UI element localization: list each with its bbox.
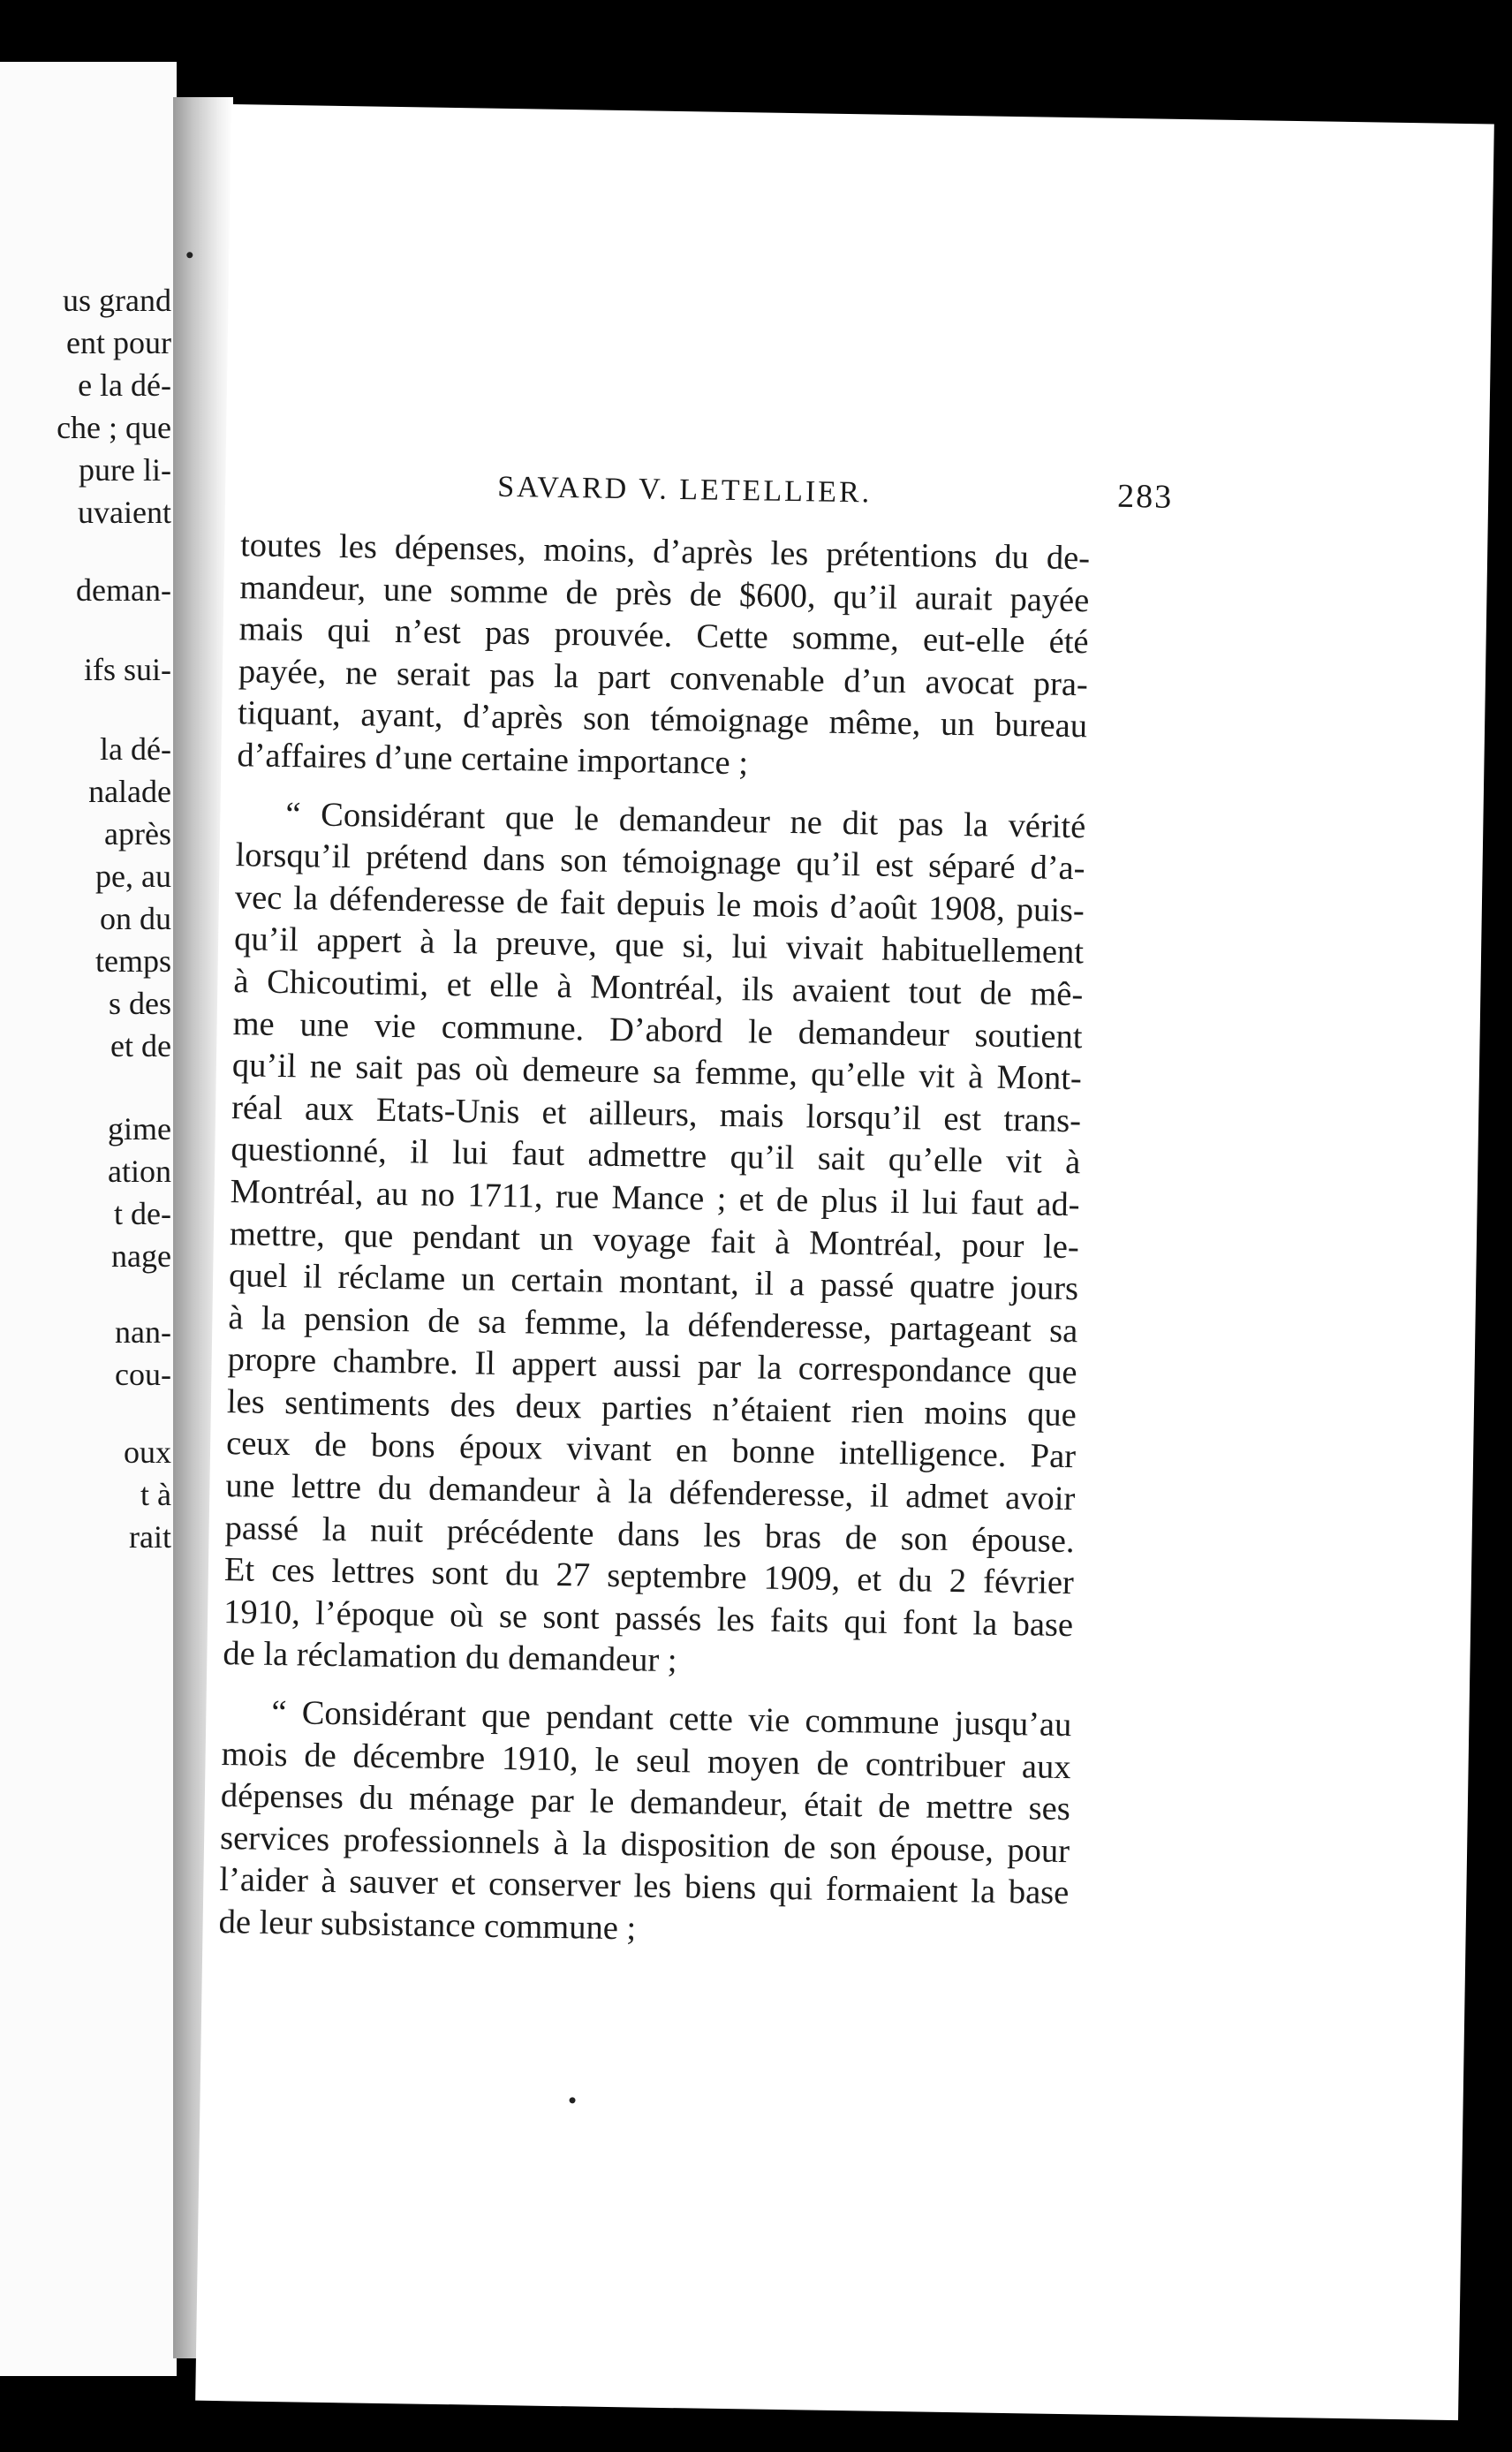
left-page-fragment: t de- [114, 1196, 171, 1231]
left-page-fragment: et de [110, 1028, 171, 1063]
text-line: réal aux Etats-Unis et ailleurs, mais lorsqu’il est trans- [231, 1088, 1082, 1139]
body-paragraph [223, 793, 1086, 1689]
text-line: questionné, il lui faut admettre qu’il sait qu’elle vit à [231, 1131, 1081, 1182]
left-page-fragment: nan- [115, 1314, 171, 1350]
text-line: une lettre du demandeur à la défenderesse, il admet avoir [225, 1467, 1076, 1518]
text-line: 1910, l’époque où se sont passés les faits qui font la base [223, 1593, 1074, 1645]
text-line: vec la défenderesse de fait depuis le mois d’août 1908, puis- [234, 878, 1085, 930]
left-page-fragment: e la dé- [78, 367, 171, 403]
page-number: 283 [1116, 477, 1174, 516]
left-page-fragment: après [104, 816, 171, 851]
left-page-fragment: s des [109, 986, 171, 1021]
text-line: à Chicoutimi, et elle à Montréal, ils avaient tout de mê- [233, 963, 1084, 1014]
left-page-fragment: ifs sui- [84, 652, 171, 687]
left-page-fragment: pure li- [79, 452, 171, 488]
left-page-fragment: us grand [63, 283, 171, 318]
text-line: d’affaires d’une certaine importance ; [237, 737, 749, 783]
left-page-fragment: rait [129, 1519, 171, 1555]
left-page-fragment: oux [124, 1434, 171, 1470]
left-facing-page [0, 62, 177, 2376]
text-line: “ Considérant que pendant cette vie commune jusqu’au [271, 1693, 1072, 1744]
text-line: de leur subsistance commune ; [218, 1903, 637, 1948]
text-line: services professionnels à la disposition de son épouse, pour [219, 1819, 1070, 1870]
running-title: SAVARD V. LETELLIER. [496, 470, 873, 510]
left-page-fragment: on du [100, 901, 171, 936]
text-line: tiquant, ayant, d’après son témoignage même, un bureau [237, 694, 1088, 745]
body-paragraph [237, 525, 1090, 791]
right-page [195, 104, 1494, 2420]
text-line: mettre, que pendant un voyage fait à Montréal, pour le- [229, 1215, 1080, 1266]
text-line: Montréal, au no 1711, rue Mance ; et de plus il lui faut ad- [230, 1173, 1080, 1224]
body-text [218, 525, 1090, 1973]
left-page-fragment: nalade [88, 774, 171, 809]
text-line: “ Considérant que le demandeur ne dit pas la vérité [285, 795, 1086, 845]
left-page-fragment: ation [108, 1154, 171, 1189]
text-line: qu’il ne sait pas où demeure sa femme, qu’elle vit à Mont- [231, 1047, 1083, 1098]
body-paragraph [218, 1691, 1071, 1957]
left-page-fragment: che ; que [57, 410, 171, 445]
text-line: passé la nuit précédente dans les bras de son épouse. [224, 1509, 1075, 1560]
text-line: lorsqu’il prétend dans son témoignage qu’il est séparé d’a- [235, 836, 1085, 888]
text-line: mois de décembre 1910, le seul moyen de contribuer aux [221, 1735, 1071, 1786]
text-line: de la réclamation du demandeur ; [223, 1635, 677, 1680]
text-line: me une vie commune. D’abord le demandeur soutient [232, 1004, 1083, 1056]
left-page-fragment: gime [108, 1111, 171, 1147]
left-page-fragment: la dé- [100, 731, 171, 767]
text-line: propre chambre. Il appert aussi par la correspondance que [227, 1341, 1077, 1392]
text-line: mais qui n’est pas prouvée. Cette somme, eut-elle été [238, 610, 1089, 662]
text-line: toutes les dépenses, moins, d’après les prétentions du de- [239, 526, 1091, 578]
text-line: à la pension de sa femme, la défenderesse, partageant sa [228, 1298, 1078, 1350]
text-line: les sentiments des deux parties n’étaient rien moins que [226, 1382, 1077, 1434]
left-page-fragment: cou- [115, 1357, 171, 1392]
speck-mark [186, 252, 193, 258]
left-page-fragment: temps [95, 943, 171, 979]
left-page-fragment: ent pour [66, 325, 171, 360]
left-page-fragment: t à [140, 1477, 171, 1512]
left-page-fragment: nage [111, 1238, 171, 1274]
text-line: Et ces lettres sont du 27 septembre 1909, et du 2 février [223, 1551, 1075, 1602]
text-line: ceux de bons époux vivant en bonne intelligence. Par [225, 1425, 1077, 1476]
speck-mark [569, 2097, 575, 2103]
text-line: qu’il appert à la preuve, que si, lui vivait habituellement [233, 920, 1085, 972]
text-line: payée, ne serait pas la part convenable d’un avocat pra- [238, 652, 1089, 704]
left-page-fragment: uvaient [78, 495, 171, 530]
text-line: mandeur, une somme de près de $600, qu’il aurait payée [239, 568, 1090, 619]
left-page-fragment: pe, au [95, 859, 171, 894]
text-line: quel il réclame un certain montant, il a passé quatre jours [228, 1257, 1079, 1308]
left-page-fragment: deman- [76, 572, 171, 608]
text-line: dépenses du ménage par le demandeur, était de mettre ses [220, 1777, 1071, 1828]
text-line: l’aider à sauver et conserver les biens qui formaient la base [219, 1861, 1070, 1912]
